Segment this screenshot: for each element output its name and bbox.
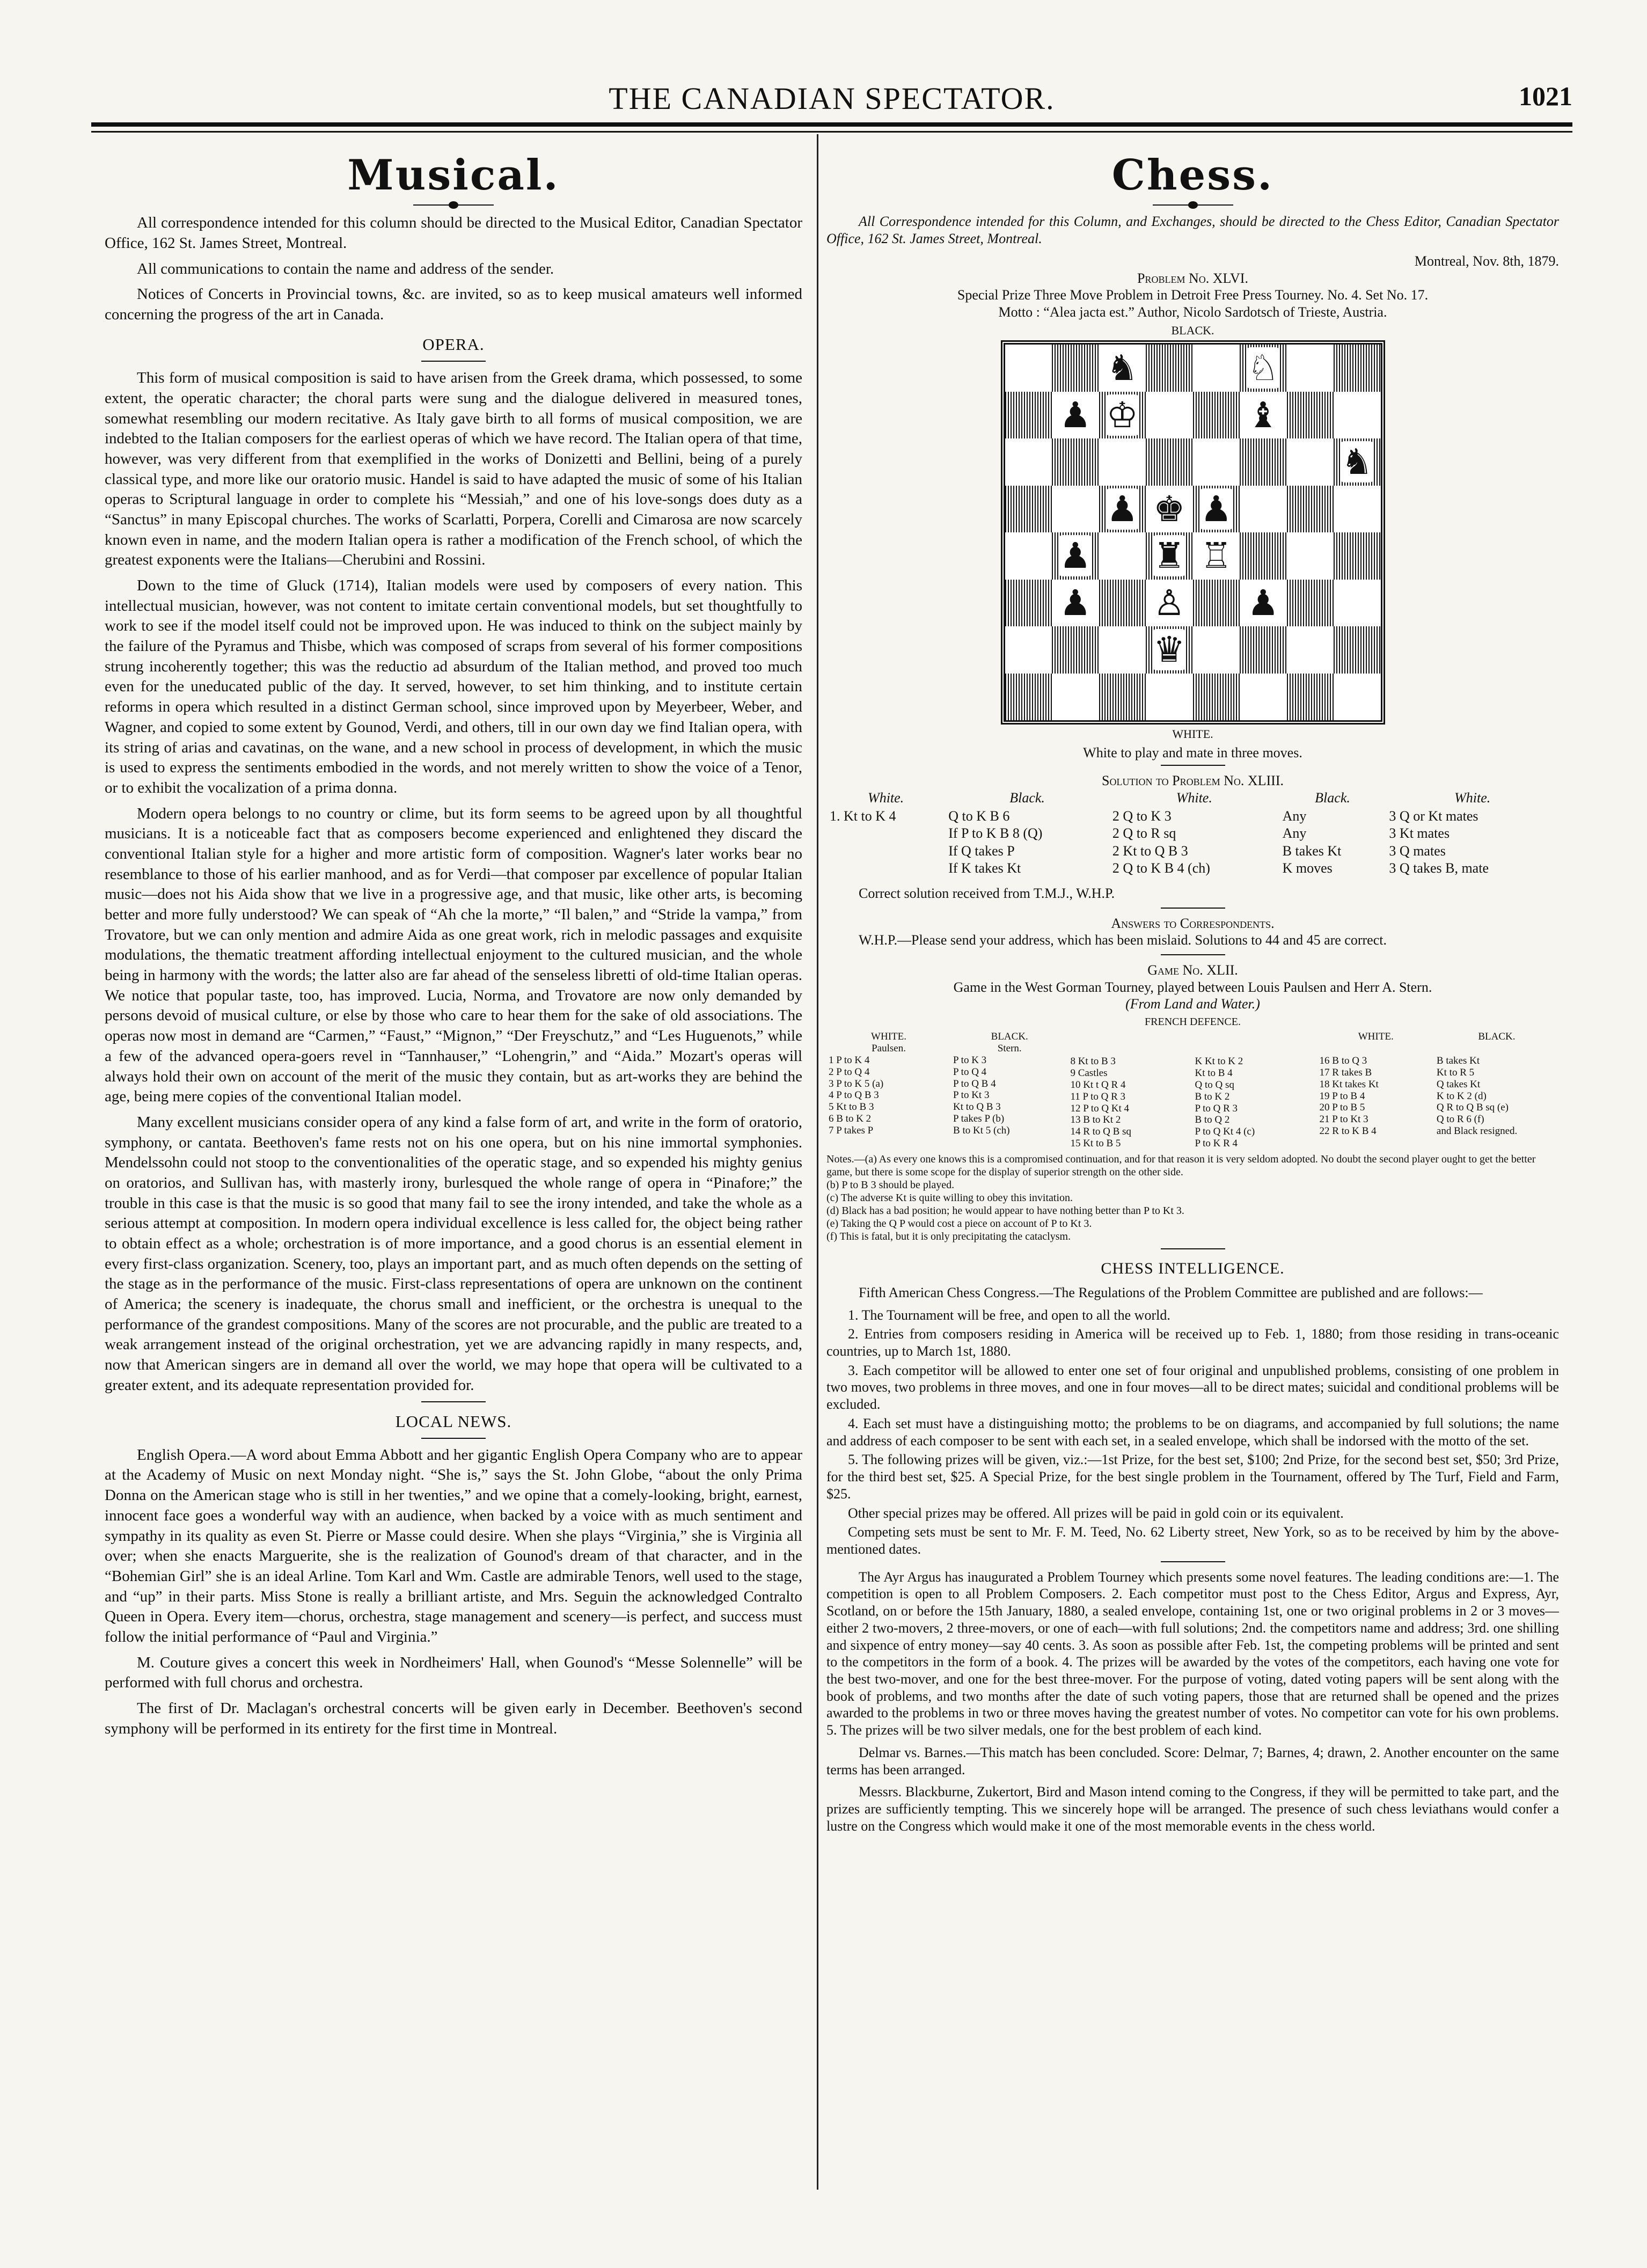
board-square <box>1287 532 1334 580</box>
intel-item: 4. Each set must have a distinguishing motto; the problems to be on diagrams, and accompanied by full solutions; the name and address of each composer to be sent with each set, in a sealed envelope, which shall be indorsed with the motto of the set. <box>826 1415 1559 1448</box>
masthead <box>91 81 1572 118</box>
col-head-black: BLACK. <box>1478 1031 1516 1043</box>
delmar-barnes-text: Delmar vs. Barnes.—This match has been concluded. Score: Delmar, 7; Barnes, 4; drawn, 2. Another encounter on the same terms has been arranged. <box>826 1744 1559 1777</box>
game-move: P to Q 4 <box>953 1066 987 1078</box>
game-move: P to Q B 4 <box>953 1078 996 1089</box>
solution-cell <box>826 825 945 843</box>
solution-cell: 1. Kt to K 4 <box>830 808 896 824</box>
solution-cell <box>826 843 945 860</box>
board-square <box>1334 626 1381 674</box>
opera-paragraph-3: Modern opera belongs to no country or clime, but its form seems to be agreed upon by all thoughtful musicians. It is a noticeable fact that as composers become experienced and enlightened they discard the conventional Italian style for a higher and more artistic form of composition. Wagner's later works bear no resemblance to those of his earlier manhood, and as for Verdi—that composer par excellence of popular Italian music—does not his Aida show that we live in a progressive age, and that music, like other arts, is becoming better and more fully understood? We can speak of “Ah che la morte,” “Il balen,” and “Stride la vampa,” from Trovatore, but we can only mention and admire Aida as one great work, rich in melodic passages and exquisite modulations, the thematic treatment affording intellectual enjoyment to the cultured musician, and the whole being in harmony with the words; the latter also are far ahead of the senseless libretti of old-time Italian operas. We notice that popular taste, too, has improved. Lucia, Norma, and Trovatore are now only demanded by persons devoid of musical culture, or else by those who care to hear them for the sake of old associations. The operas now most in demand are “Carmen,” “Faust,” “Mignon,” “Der Freyschutz,” and “Les Huguenots,” while a few of the advanced opera-goers revel in “Tannhauser,” “Lohengrin,” and “Aida.” Mozart's operas will always hold their own on account of the merit of the music they contain, but as art-works they are behind the age, being mere copies of the conventional Italian model. <box>105 804 802 1106</box>
game-move: 13 B to Kt 2 <box>1070 1114 1121 1126</box>
chess-piece <box>1146 532 1193 580</box>
game-move: 14 R to Q B sq <box>1070 1126 1131 1138</box>
chess-piece <box>1052 580 1099 627</box>
chess-piece-glyph: ♟ <box>1059 394 1092 436</box>
answers-heading: Answers to Correspondents. <box>1111 915 1275 931</box>
chess-intro: All Correspondence intended for this Column, and Exchanges, should be directed to the Chess Editor, Canadian Spectator Office, 162 St. James Street, Montreal. <box>826 214 1559 247</box>
board-square <box>1005 674 1052 721</box>
board-square <box>1334 674 1381 721</box>
solution-cell: 2 Q to R sq <box>1112 825 1176 842</box>
game-move: 17 R takes B <box>1319 1066 1372 1078</box>
local-news-paragraph-2: M. Couture gives a concert this week in Nordheimers' Hall, when Gounod's “Messe Solennelle” will be performed with full chorus and orchestra. <box>105 1654 802 1692</box>
board-square <box>1240 486 1287 533</box>
solution-cell: 3 Q takes B, mate <box>1389 860 1489 876</box>
game-note: (b) P to B 3 should be played. <box>826 1179 955 1191</box>
board-square <box>1146 674 1193 721</box>
game-move: 7 P takes P <box>829 1124 874 1136</box>
musical-intro-1: All correspondence intended for this column should be directed to the Musical Editor, Canadian Spectator Office, 162 St. James Street, Montreal. <box>105 214 802 252</box>
intel-item: 3. Each competitor will be allowed to enter one set of four original and unpublished problems, consisting of one problem in two moves, two problems in three moves, and one in four moves—all to be direct mates; suicidal and conditional problems will be excluded. <box>826 1362 1559 1413</box>
board-square <box>1287 438 1334 486</box>
game-score-table <box>826 1031 1559 1150</box>
divider <box>421 1438 486 1439</box>
game-move: 5 Kt to B 3 <box>829 1101 874 1113</box>
musical-column <box>105 145 802 2179</box>
chess-piece <box>1146 486 1193 533</box>
game-title: Game No. XLII. <box>1147 962 1238 978</box>
game-move: Q to R 6 (f) <box>1436 1114 1484 1125</box>
black-label: BLACK. <box>1171 323 1214 337</box>
divider <box>1161 1248 1225 1249</box>
solution-row <box>826 843 1559 860</box>
board-square <box>1146 438 1193 486</box>
game-move: Kt to Q B 3 <box>953 1101 1001 1113</box>
board-square <box>1005 532 1052 580</box>
chess-piece-glyph: ♟ <box>1247 582 1279 624</box>
newspaper-title: THE CANADIAN SPECTATOR. <box>609 81 1055 116</box>
col-head-white: WHITE. <box>1358 1031 1394 1043</box>
musical-intro-2: All communications to contain the name and address of the sender. <box>137 260 554 277</box>
masthead-rule <box>91 122 1572 127</box>
solution-cell: If K takes Kt <box>948 860 1021 876</box>
game-notes <box>826 1153 1559 1243</box>
solution-header: Black. <box>1009 790 1045 806</box>
board-square <box>1193 438 1240 486</box>
chess-piece-glyph: ♟ <box>1059 582 1092 624</box>
board-square <box>1099 674 1146 721</box>
chess-piece-glyph: ♟ <box>1059 535 1092 577</box>
correct-solution: Correct solution received from T.M.J., W.H.P. <box>859 885 1115 901</box>
game-move: 4 P to Q B 3 <box>829 1089 879 1101</box>
game-move: Q to Q sq <box>1195 1079 1234 1091</box>
player-black: Stern. <box>997 1042 1022 1054</box>
chess-piece <box>1193 532 1240 580</box>
board-square <box>1099 438 1146 486</box>
col-head-white: WHITE. <box>871 1031 906 1043</box>
game-move: Q R to Q B sq (e) <box>1436 1102 1509 1114</box>
solution-header: Black. <box>1315 790 1350 806</box>
board-square <box>1099 626 1146 674</box>
game-move: 9 Castles <box>1070 1067 1108 1079</box>
chess-piece-glyph: ♞ <box>1341 441 1373 483</box>
solution-cell: If P to K B 8 (Q) <box>948 825 1043 842</box>
game-move: B takes Kt <box>1436 1055 1480 1066</box>
problem-motto: Motto : “Alea jacta est.” Author, Nicolo Sardotsch of Trieste, Austria. <box>998 304 1387 320</box>
board-square <box>1334 486 1381 533</box>
solution-table <box>826 789 1559 877</box>
game-move: 2 P to Q 4 <box>829 1066 870 1078</box>
board-square <box>1052 486 1099 533</box>
intel-item: 5. The following prizes will be given, viz.:—1st Prize, for the best set, $100; 2nd Prize, for the second best set, $50; 3rd Prize, for the third best set, $25. A Special Prize, for the best single problem in the Tournament, offered by The Turf, Field and Farm, $25. <box>826 1452 1559 1502</box>
solution-cell <box>826 860 945 877</box>
solution-cell: 3 Q mates <box>1389 843 1446 859</box>
game-source: (From Land and Water.) <box>1125 996 1260 1012</box>
chess-piece-glyph: ♔ <box>1106 394 1138 436</box>
board-square <box>1099 580 1146 627</box>
solution-cell: K moves <box>1282 860 1333 876</box>
chess-heading: Chess. <box>1111 151 1274 200</box>
musical-intro-3: Notices of Concerts in Provincial towns, &c. are invited, so as to keep musical amateurs well informed concerning the progress of the art in Canada. <box>105 286 802 324</box>
opera-heading: OPERA. <box>422 334 485 354</box>
answers-text: W.H.P.—Please send your address, which has been mislaid. Solutions to 44 and 45 are correct. <box>859 932 1387 948</box>
chess-board <box>1001 340 1385 725</box>
intel-item: 2. Entries from composers residing in America will be received up to Feb. 1, 1880; from those residing in trans-oceanic countries, up to March 1st, 1880. <box>826 1326 1559 1359</box>
solution-cell: If Q takes P <box>948 843 1015 859</box>
local-news-paragraph-1: English Opera.—A word about Emma Abbott and her gigantic English Opera Company who are to appear at the Academy of Music on next Monday night. “She is,” says the St. John Globe, “about the only Prima Donna on the American stage who is still in her twenties,” and we opine that a comely-looking, bright, earnest, innocent face goes a wonderful way with an audience, when backed by a voice with as much sentiment and sympathy in its quality as even St. Pierre or Masse could desire. When she plays “Virginia,” she is Virginia all over; when she enacts Marguerite, she is the realization of Gounod's dream of that character, and in the “Bohemian Girl” she is an ideal Arline. Tom Karl and Wm. Castle are admirable Tenors, well used to the stage, and “up” in their parts. Miss Stone is really a brilliant artiste, and Mrs. Seguin the acknowledged Contralto Queen in Opera. Every item—chorus, orchestra, stage management and scenery—is perfect, and success must follow the initial performance of “Paul and Virginia.” <box>105 1446 802 1645</box>
board-square <box>1193 345 1240 392</box>
solution-header: White. <box>868 790 904 806</box>
chess-piece <box>1099 345 1146 392</box>
chess-piece <box>1240 345 1287 392</box>
board-square <box>1240 532 1287 580</box>
masthead-rule-thin <box>91 131 1572 133</box>
game-move: 22 R to K B 4 <box>1319 1125 1377 1137</box>
solution-cell: Q to K B 6 <box>948 808 1010 824</box>
chess-piece <box>1099 392 1146 439</box>
game-move: P takes P (b) <box>953 1113 1005 1125</box>
board-square <box>1052 438 1099 486</box>
board-square <box>1005 486 1052 533</box>
local-news-heading: LOCAL NEWS. <box>395 1411 512 1431</box>
chess-piece-glyph: ♙ <box>1153 582 1185 624</box>
board-square <box>1287 486 1334 533</box>
divider <box>1161 954 1225 955</box>
chess-piece-glyph: ♖ <box>1200 535 1232 577</box>
intel-item: 1. The Tournament will be free, and open to all the world. <box>848 1307 1170 1323</box>
game-move: P to Q Kt 4 (c) <box>1195 1126 1255 1138</box>
chess-piece <box>1193 486 1240 533</box>
game-move: P to K 3 <box>953 1054 987 1066</box>
dateline: Montreal, Nov. 8th, 1879. <box>1414 253 1559 269</box>
chess-piece-glyph: ♝ <box>1247 394 1279 436</box>
page-number: 1021 <box>1519 81 1572 111</box>
board-square <box>1146 345 1193 392</box>
game-note: (e) Taking the Q P would cost a piece on account of P to Kt 3. <box>826 1217 1092 1230</box>
board-square <box>1005 438 1052 486</box>
solution-cell: 2 Kt to Q B 3 <box>1112 843 1188 859</box>
divider <box>1161 908 1225 909</box>
board-square <box>1287 580 1334 627</box>
solution-cell: Any <box>1282 808 1307 824</box>
game-move: 20 P to B 5 <box>1319 1102 1365 1114</box>
game-note: (d) Black has a bad position; he would appear to have nothing better than P to Kt 3. <box>826 1204 1184 1217</box>
game-move: P to Kt 3 <box>953 1089 990 1101</box>
game-move: 11 P to Q R 3 <box>1070 1091 1126 1102</box>
col-head-black: BLACK. <box>991 1031 1028 1043</box>
game-move: 3 P to K 5 (a) <box>829 1078 884 1089</box>
column-divider <box>817 134 818 2190</box>
game-move: 6 B to K 2 <box>829 1113 872 1125</box>
problem-title: Problem No. XLVI. <box>1137 270 1248 286</box>
game-move: Kt to R 5 <box>1436 1066 1475 1078</box>
solution-row <box>826 825 1559 843</box>
chess-piece-glyph: ♛ <box>1153 629 1185 671</box>
chess-piece-glyph: ♞ <box>1106 347 1138 389</box>
solution-header: White. <box>1454 790 1491 806</box>
game-move: B to Q 2 <box>1195 1114 1230 1126</box>
game-move: Q takes Kt <box>1436 1078 1481 1090</box>
board-square <box>1287 345 1334 392</box>
divider <box>421 1401 486 1402</box>
opening-name: FRENCH DEFENCE. <box>1145 1016 1241 1028</box>
board-square <box>1005 345 1052 392</box>
solution-header: White. <box>1176 790 1212 806</box>
board-square <box>1334 392 1381 439</box>
divider <box>1161 765 1225 766</box>
solution-header-row <box>826 789 1559 808</box>
intel-items <box>826 1307 1559 1558</box>
ayr-argus-text: The Ayr Argus has inaugurated a Problem Tourney which presents some novel features. The leading conditions are:—1. The competition is open to all Problem Composers. 2. Each competitor must post to the Chess Editor, Argus and Express, Ayr, Scotland, on or before the 15th January, 1880, a sealed envelope, containing 1st, one or two original problems in 2 or 3 moves—either 2 two-movers, 2 three-movers, or one of each—with full solutions; 2nd. the competitors name and address; 3rd. one shilling and sixpence of entry money—say 40 cents. 3. As soon as possible after Feb. 1st, the competing problems will be printed and sent to the competitors in the form of a book. 4. The prizes will be awarded by the votes of the competitors, each having one vote for the best two-mover, and one for the best three-mover. For the purpose of voting, dated voting papers will be sent along with the book of problems, and two months after the date of such voting papers, those that are returned shall be opened and the prizes awarded to the problems in two or three moves having the greatest number of votes. No competitor can vote for his own problems. 5. The prizes will be two silver medals, one for the best problem of each kind. <box>826 1569 1559 1738</box>
board-square <box>1099 532 1146 580</box>
problem-instruction: White to play and mate in three moves. <box>1083 744 1302 760</box>
board-square <box>1240 674 1287 721</box>
game-move: K Kt to K 2 <box>1195 1056 1243 1067</box>
game-move: Kt to B 4 <box>1195 1067 1233 1079</box>
game-move: and Black resigned. <box>1436 1125 1518 1137</box>
board-square <box>1334 580 1381 627</box>
game-move: 19 P to B 4 <box>1319 1090 1365 1102</box>
chess-piece <box>1334 438 1381 486</box>
solution-cell: 3 Q or Kt mates <box>1389 808 1478 824</box>
player-white: Paulsen. <box>872 1042 906 1054</box>
board-square <box>1287 674 1334 721</box>
chess-diagram <box>1000 323 1386 742</box>
chess-piece-glyph: ♚ <box>1153 488 1185 530</box>
chess-piece <box>1240 580 1287 627</box>
game-move: 10 Kt t Q R 4 <box>1070 1079 1126 1091</box>
board-square <box>1334 532 1381 580</box>
game-move: 18 Kt takes Kt <box>1319 1078 1379 1090</box>
game-move: 1 P to K 4 <box>829 1054 870 1066</box>
solution-title: Solution to Problem No. XLIII. <box>1102 772 1284 788</box>
opera-paragraph-2: Down to the time of Gluck (1714), Italian models were used by composers of every nation. This intellectual musician, however, was not content to imitate certain conventional models, but set thoughtfully to work to see if the model itself could not be improved upon. He was induced to think on the subject mainly by the failure of the Pyramus and Thisbe, which was composed of scraps from several of his former compositions strung incoherently together; this was the reductio ad absurdum of the Italian method, and proved too much even for the uneducated public of the day. It served, however, to set him thinking, and to institute certain reforms in opera which resulted in a distinct German school, since improved upon by Meyerbeer, Weber, and Wagner, and copied to some extent by Gounod, Verdi, and others, till in our own day we find Italian opera, with its string of arias and cavatinas, on the wane, and a new school in process of development, in which the music is used to express the sentiments embodied in the words, and not merely written to show the voice of a Tenor, or to exhibit the vocalization of a prima donna. <box>105 577 802 796</box>
divider <box>421 361 486 362</box>
game-description: Game in the West Gorman Tourney, played between Louis Paulsen and Herr A. Stern. <box>953 979 1432 995</box>
game-move: 21 P to Kt 3 <box>1319 1114 1368 1125</box>
opera-paragraph-1: This form of musical composition is said to have arisen from the Greek drama, which possessed, to some extent, the operatic character; the choral parts were sung and the dialogue delivered in measured tones, somewhat resembling our modern recitative. As Italy gave birth to all forms of musical composition, we are indebted to the Italian composers for the earliest operas of which we have record. The Italian opera of that time, however, was very different from that exemplified in the works of Donizetti and Bellini, being of a purely classical type, and more like our oratorio music. Handel is said to have adapted the music of some of his Italian operas to Scriptural language in order to complete his “Messiah,” and one of his love-songs does duty as a “Sanctus” in many Episcopal churches. The works of Scarlatti, Porpera, Corelli and Cimarosa are now scarcely known even in name, and the modern Italian opera is rather a modification of the French school, of which the greatest exponents were the Italians—Cherubini and Rossini. <box>105 369 802 569</box>
board-square <box>1005 626 1052 674</box>
intel-heading: CHESS INTELLIGENCE. <box>1101 1259 1285 1277</box>
board-square <box>1052 626 1099 674</box>
game-move: P to Q R 3 <box>1195 1102 1238 1114</box>
problem-description: Special Prize Three Move Problem in Detroit Free Press Tourney. No. 4. Set No. 17. <box>957 287 1429 303</box>
board-square <box>1287 392 1334 439</box>
chess-piece-glyph: ♟ <box>1200 488 1232 530</box>
chess-piece-glyph: ♜ <box>1153 535 1185 577</box>
blackburne-text: Messrs. Blackburne, Zukertort, Bird and Mason intend coming to the Congress, if they will be permitted to take part, and the prizes are sufficiently tempting. This we sincerely hope will be arranged. The presence of such chess leviathans would confer a lustre on the Congress which would make it one of the most memorable events in the chess world. <box>826 1784 1559 1834</box>
board-square <box>1005 580 1052 627</box>
solution-cell: B takes Kt <box>1282 843 1342 859</box>
chess-piece <box>1146 580 1193 627</box>
chess-piece <box>1099 486 1146 533</box>
chess-column <box>826 145 1559 2179</box>
board-square <box>1240 438 1287 486</box>
ornament-divider <box>413 204 494 206</box>
game-move: K to K 2 (d) <box>1436 1090 1487 1102</box>
board-square <box>1334 345 1381 392</box>
board-square <box>1240 626 1287 674</box>
board-square <box>1193 392 1240 439</box>
game-move: 8 Kt to B 3 <box>1070 1056 1116 1067</box>
solution-row <box>826 808 1559 825</box>
solution-cell: 3 Kt mates <box>1389 825 1450 842</box>
musical-heading: Musical. <box>347 151 560 200</box>
board-square <box>1193 580 1240 627</box>
game-move: 15 Kt to B 5 <box>1070 1138 1121 1150</box>
chess-piece-glyph: ♘ <box>1247 347 1279 389</box>
intel-item: Competing sets must be sent to Mr. F. M. Teed, No. 62 Liberty street, New York, so as to be received by him by the above-mentioned dates. <box>826 1524 1559 1557</box>
local-news-paragraph-3: The first of Dr. Maclagan's orchestral concerts will be given early in December. Beethoven's second symphony will be performed in its entirety for the first time in Montreal. <box>105 1700 802 1737</box>
solution-cell: 2 Q to K B 4 (ch) <box>1112 860 1210 876</box>
white-label: WHITE. <box>1172 727 1213 741</box>
chess-piece <box>1240 392 1287 439</box>
opera-paragraph-4: Many excellent musicians consider opera of any kind a false form of art, and write in the form of oratorio, symphony, or cantata. Beethoven's fame rests not on his one opera, but on his nine immortal symphonies. Mendelssohn could not stoop to the conventionalities of the operatic stage, and so expended his mighty genius on oratorios, and Sullivan has, with masterly irony, burlesqued the whole range of opera in “Pinafore;” the trouble in this case is that the music is so good that many fail to see the irony intended, and take the whole as a serious attempt at composition. In modern opera individual excellence is less called for, the object being rather to obtain effect as a whole; orchestration is of more importance, and a good chorus is an essential element in every first-class organization. Scenery, too, plays an important part, and as much often depends on the setting of the stage as in the performance of the music. First-class representations of opera are unknown on the continent of America; the scenery is inadequate, the chorus small and inefficient, or the orchestra is unequal to the performance of the grandest compositions. Many of the scores are not procurable, and the public are treated to a weak arrangement instead of the original orchestration, yet we are advancing rapidly in many respects, and, now that American singers are in demand all over the world, we may hope that opera will be cultivated to a greater extent, and its adequate representation provided for. <box>105 1113 802 1394</box>
solution-cell: Any <box>1282 825 1307 842</box>
chess-piece <box>1052 532 1099 580</box>
game-note: (f) This is fatal, but it is only precipitating the cataclysm. <box>826 1230 1071 1242</box>
board-square <box>1193 674 1240 721</box>
board-square <box>1005 392 1052 439</box>
divider <box>1161 1561 1225 1562</box>
board-square <box>1193 626 1240 674</box>
game-move: B to Kt 5 (ch) <box>953 1124 1010 1136</box>
game-note: (c) The adverse Kt is quite willing to obey this invitation. <box>826 1191 1073 1204</box>
board-square <box>1287 626 1334 674</box>
chess-piece-glyph: ♟ <box>1106 488 1138 530</box>
intel-intro: Fifth American Chess Congress.—The Regulations of the Problem Committee are published and are follows:— <box>859 1284 1483 1300</box>
game-move: 16 B to Q 3 <box>1319 1055 1367 1066</box>
board-square <box>1052 345 1099 392</box>
solution-cell: 2 Q to K 3 <box>1112 808 1172 824</box>
chess-piece <box>1146 626 1193 674</box>
board-square <box>1146 392 1193 439</box>
solution-row <box>826 860 1559 877</box>
board-square <box>1052 674 1099 721</box>
intel-item: Other special prizes may be offered. All prizes will be paid in gold coin or its equivalent. <box>848 1505 1344 1521</box>
game-move: 12 P to Q Kt 4 <box>1070 1102 1130 1114</box>
ornament-divider <box>1153 204 1233 206</box>
chess-piece <box>1052 392 1099 439</box>
game-move: P to K R 4 <box>1195 1138 1238 1150</box>
game-note: Notes.—(a) As every one knows this is a compromised continuation, and for that reason it is very seldom adopted. No doubt the second player ought to get the better game, but there is some scope for the display of superior strength on the other side. <box>826 1153 1536 1178</box>
game-move: B to K 2 <box>1195 1091 1230 1102</box>
